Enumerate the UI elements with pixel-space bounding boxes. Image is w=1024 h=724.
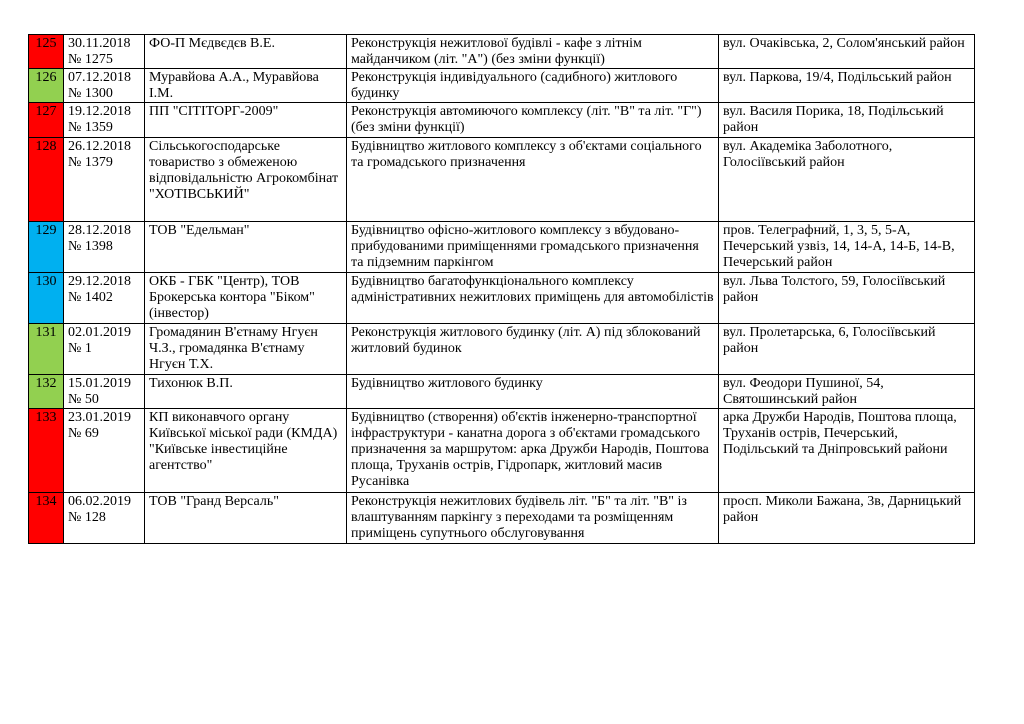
date: 02.01.2019: [68, 325, 131, 340]
organization-cell: Муравйова А.А., Муравйова І.М.: [145, 69, 347, 103]
row-number-cell: 132: [29, 375, 64, 409]
date-cell: [64, 138, 145, 222]
date-cell: [64, 493, 145, 544]
table-row: [29, 409, 975, 493]
organization-cell: ТОВ "Едельман": [145, 222, 347, 273]
date-cell: [64, 273, 145, 324]
registration-number: № 128: [68, 510, 106, 525]
row-number-cell: 127: [29, 103, 64, 138]
address-cell: просп. Миколи Бажана, 3в, Дарницький район: [719, 493, 975, 544]
address-cell: вул. Льва Толстого, 59, Голосіївський район: [719, 273, 975, 324]
registration-number: № 1402: [68, 290, 113, 305]
table-row: [29, 273, 975, 324]
date: 19.12.2018: [68, 104, 131, 119]
address-cell: вул. Академіка Заболотного, Голосіївський район: [719, 138, 975, 222]
date-cell: [64, 324, 145, 375]
date-cell: [64, 69, 145, 103]
organization-cell: Сільськогосподарське товариство з обмеженою відповідальністю Агрокомбінат "ХОТІВСЬКИЙ": [145, 138, 347, 222]
address-cell: арка Дружби Народів, Поштова площа, Труханів острів, Печерський, Подільський та Дніпровський райони: [719, 409, 975, 493]
address-cell: вул. Очаківська, 2, Солом'янський район: [719, 35, 975, 69]
date: 29.12.2018: [68, 274, 131, 289]
date-cell: [64, 409, 145, 493]
description-cell: Будівництво багатофункціонального комплексу адміністративних нежитлових приміщень для автомобілістів: [347, 273, 719, 324]
row-number-cell: 128: [29, 138, 64, 222]
date: 30.11.2018: [68, 36, 131, 51]
organization-cell: Тихонюк В.П.: [145, 375, 347, 409]
registration-number: № 50: [68, 392, 99, 407]
organization-cell: ТОВ "Гранд Версаль": [145, 493, 347, 544]
date: 06.02.2019: [68, 494, 131, 509]
description-cell: Реконструкція автомиючого комплексу (літ. "В" та літ. "Г") (без зміни функції): [347, 103, 719, 138]
permits-table: [28, 34, 975, 544]
table-row: [29, 493, 975, 544]
description-cell: Будівництво офісно-житлового комплексу з вбудовано-прибудованими приміщеннями громадського призначення та підземним паркінгом: [347, 222, 719, 273]
address-cell: вул. Василя Порика, 18, Подільський район: [719, 103, 975, 138]
date-cell: [64, 35, 145, 69]
date-cell: [64, 103, 145, 138]
date: 26.12.2018: [68, 139, 131, 154]
row-number-cell: 130: [29, 273, 64, 324]
address-cell: пров. Телеграфний, 1, 3, 5, 5-А, Печерський узвіз, 14, 14-А, 14-Б, 14-В, Печерський район: [719, 222, 975, 273]
row-number-cell: 133: [29, 409, 64, 493]
registration-number: № 1398: [68, 239, 113, 254]
description-cell: Будівництво житлового будинку: [347, 375, 719, 409]
date: 15.01.2019: [68, 376, 131, 391]
address-cell: вул. Пролетарська, 6, Голосіївський район: [719, 324, 975, 375]
row-number-cell: 134: [29, 493, 64, 544]
registration-number: № 1: [68, 341, 92, 356]
registration-number: № 1275: [68, 52, 113, 67]
registration-number: № 1379: [68, 155, 113, 170]
registration-number: № 1359: [68, 120, 113, 135]
registration-number: № 1300: [68, 86, 113, 101]
address-cell: вул. Феодори Пушиної, 54, Святошинський район: [719, 375, 975, 409]
table-row: [29, 35, 975, 69]
description-cell: Реконструкція нежитлової будівлі - кафе з літнім майданчиком (літ. "А") (без зміни функції): [347, 35, 719, 69]
row-number-cell: 126: [29, 69, 64, 103]
table-row: [29, 69, 975, 103]
description-cell: Реконструкція індивідуального (садибного) житлового будинку: [347, 69, 719, 103]
row-number-cell: 131: [29, 324, 64, 375]
row-number-cell: 125: [29, 35, 64, 69]
date-cell: [64, 222, 145, 273]
description-cell: Будівництво (створення) об'єктів інженерно-транспортної інфраструктури - канатна дорога з об'єктами громадського призначення за маршрутом: арка Дружби Народів, Поштова площа, Труханів острів, Гідропарк, житловий масив Русанівка: [347, 409, 719, 493]
row-number-cell: 129: [29, 222, 64, 273]
description-cell: Реконструкція нежитлових будівель літ. "Б" та літ. "В" із влаштуванням паркінгу з переходами та розміщенням приміщень супутнього обслуговування: [347, 493, 719, 544]
table-row: [29, 222, 975, 273]
address-cell: вул. Паркова, 19/4, Подільський район: [719, 69, 975, 103]
description-cell: Реконструкція житлового будинку (літ. А) під зблокований житловий будинок: [347, 324, 719, 375]
organization-cell: ПП "СІТІТОРГ-2009": [145, 103, 347, 138]
registration-number: № 69: [68, 426, 99, 441]
date: 07.12.2018: [68, 70, 131, 85]
description-cell: Будівництво житлового комплексу з об'єктами соціального та громадського призначення: [347, 138, 719, 222]
date-cell: [64, 375, 145, 409]
date: 28.12.2018: [68, 223, 131, 238]
organization-cell: ФО-П Мєдвєдєв В.Е.: [145, 35, 347, 69]
table-row: [29, 138, 975, 222]
table-row: [29, 375, 975, 409]
table-row: [29, 324, 975, 375]
date: 23.01.2019: [68, 410, 131, 425]
organization-cell: КП виконавчого органу Київської міської ради (КМДА) "Київське інвестиційне агентство": [145, 409, 347, 493]
organization-cell: Громадянин В'єтнаму Нгуєн Ч.З., громадянка В'єтнаму Нгуєн Т.Х.: [145, 324, 347, 375]
permits-table-body: [29, 35, 975, 544]
table-row: [29, 103, 975, 138]
organization-cell: ОКБ - ГБК "Центр), ТОВ Брокерська контора "Біком" (інвестор): [145, 273, 347, 324]
